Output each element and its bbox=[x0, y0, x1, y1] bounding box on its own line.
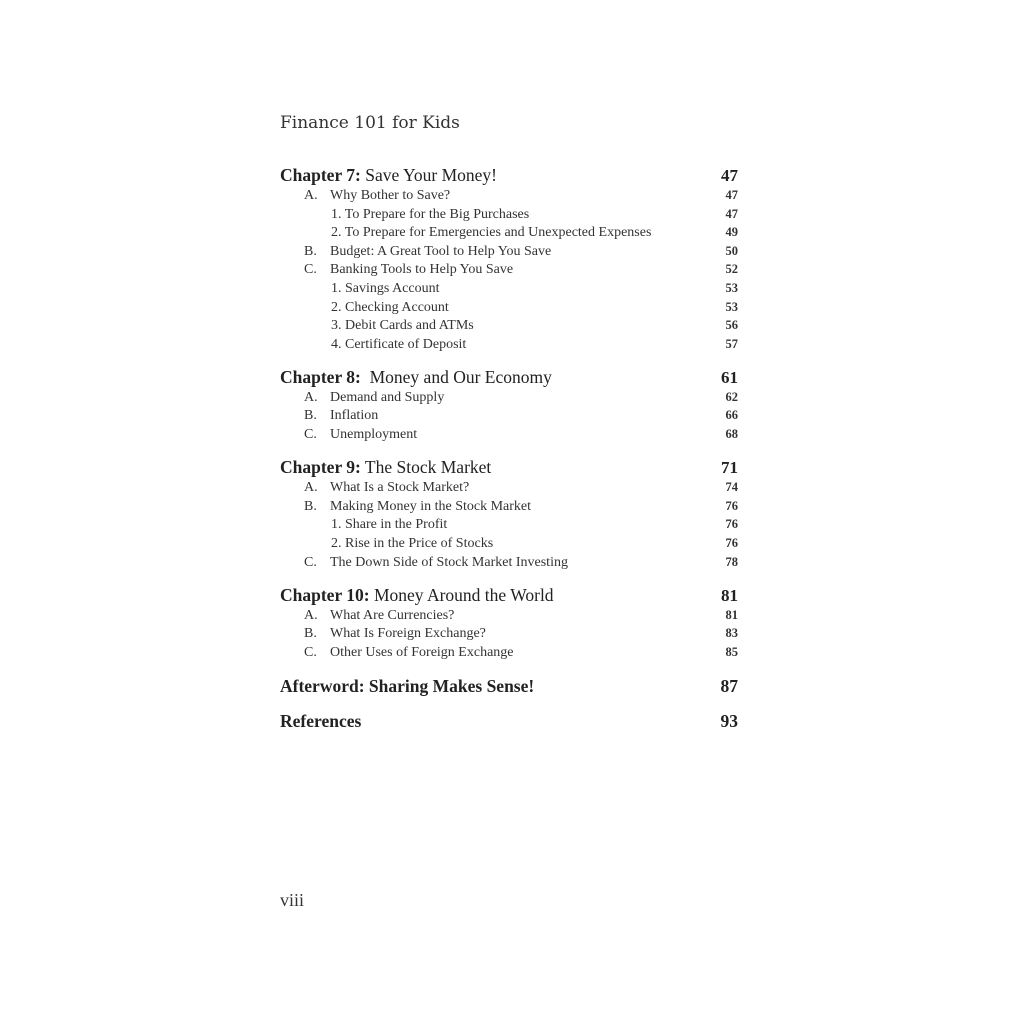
toc-entry bbox=[280, 515, 738, 534]
section-marker: B. bbox=[304, 626, 317, 642]
chapter-9-title: The Stock Market bbox=[360, 457, 492, 478]
section-page: 76 bbox=[725, 498, 738, 513]
toc-chapter-10 bbox=[280, 584, 738, 606]
section-title: Banking Tools to Help You Save bbox=[330, 262, 514, 278]
section-title: Other Uses of Foreign Exchange bbox=[330, 644, 514, 660]
toc-entry bbox=[280, 643, 738, 662]
section-marker: A. bbox=[304, 389, 318, 405]
chapter-9-prefix: Chapter 9: bbox=[280, 457, 361, 478]
chapter-7-page: 47 bbox=[721, 166, 738, 185]
toc-entry bbox=[280, 534, 738, 553]
section-page: 68 bbox=[725, 427, 738, 442]
subsection-page: 47 bbox=[725, 206, 738, 221]
subsection-page: 56 bbox=[725, 318, 738, 333]
page-number: viii bbox=[280, 890, 305, 910]
subsection-page: 76 bbox=[725, 517, 738, 532]
section-title: Why Bother to Save? bbox=[330, 188, 451, 203]
spacer bbox=[280, 444, 738, 457]
references-page: 93 bbox=[720, 710, 738, 731]
section-title: Making Money in the Stock Market bbox=[330, 498, 532, 514]
section-marker: C. bbox=[304, 644, 317, 660]
spacer bbox=[280, 697, 738, 710]
subsection-page: 49 bbox=[725, 225, 738, 240]
subsection-page: 76 bbox=[725, 535, 738, 550]
subsection-title: 1. Savings Account bbox=[331, 280, 440, 296]
toc-chapter-7 bbox=[280, 164, 738, 186]
spacer bbox=[280, 661, 738, 675]
chapter-10-title: Money Around the World bbox=[369, 584, 554, 605]
toc-entry bbox=[280, 553, 738, 572]
section-page: 62 bbox=[725, 389, 738, 404]
section-marker: B. bbox=[304, 498, 317, 514]
section-page: 50 bbox=[725, 243, 738, 258]
section-page: 85 bbox=[725, 644, 738, 659]
chapter-8-title: Money and Our Economy bbox=[360, 366, 552, 387]
chapter-8-prefix: Chapter 8: bbox=[280, 366, 361, 387]
subsection-title: 3. Debit Cards and ATMs bbox=[331, 318, 474, 334]
section-title: What Is Foreign Exchange? bbox=[330, 626, 486, 642]
subsection-title: 1. To Prepare for the Big Purchases bbox=[331, 206, 530, 222]
section-page: 74 bbox=[725, 480, 738, 495]
chapter-10-page: 81 bbox=[721, 585, 738, 605]
afterword-page: 87 bbox=[720, 676, 738, 697]
references-title: References bbox=[280, 710, 362, 731]
chapter-7-title: Save Your Money! bbox=[360, 165, 497, 185]
section-marker: A. bbox=[304, 607, 318, 623]
subsection-title: 1. Share in the Profit bbox=[331, 517, 448, 533]
chapter-10-prefix: Chapter 10: bbox=[280, 584, 370, 605]
toc-entry bbox=[280, 186, 738, 205]
toc-entry bbox=[280, 497, 738, 516]
section-marker: C. bbox=[304, 262, 317, 278]
toc-entry bbox=[280, 624, 738, 643]
toc-entry bbox=[280, 606, 738, 625]
toc-chapter-9 bbox=[280, 456, 738, 478]
toc-entry bbox=[280, 406, 738, 425]
afterword-title: Afterword: Sharing Makes Sense! bbox=[280, 676, 535, 697]
subsection-title: 2. Rise in the Price of Stocks bbox=[331, 535, 494, 551]
toc-entry bbox=[280, 279, 738, 298]
chapter-8-page: 61 bbox=[721, 367, 738, 387]
subsection-page: 57 bbox=[725, 336, 738, 351]
section-title: What Are Currencies? bbox=[330, 607, 455, 623]
toc-references bbox=[280, 710, 738, 732]
toc-entry bbox=[280, 242, 738, 261]
toc-entry bbox=[280, 298, 738, 317]
toc-entry bbox=[280, 205, 738, 224]
subsection-title: 4. Certificate of Deposit bbox=[331, 336, 467, 352]
section-page: 81 bbox=[725, 607, 738, 622]
section-title: The Down Side of Stock Market Investing bbox=[330, 554, 568, 570]
subsection-page: 53 bbox=[725, 280, 738, 295]
section-title: Budget: A Great Tool to Help You Save bbox=[330, 243, 552, 259]
section-title: Demand and Supply bbox=[330, 389, 445, 405]
section-marker: C. bbox=[304, 554, 317, 570]
spacer bbox=[280, 571, 738, 584]
toc-chapter-8 bbox=[280, 366, 738, 388]
toc-entry bbox=[280, 425, 738, 444]
table-of-contents bbox=[280, 164, 738, 732]
running-head: Finance 101 for Kids bbox=[280, 113, 460, 133]
section-marker: A. bbox=[304, 480, 318, 496]
section-page: 47 bbox=[725, 188, 738, 202]
section-marker: A. bbox=[304, 188, 318, 203]
subsection-page: 53 bbox=[725, 299, 738, 314]
toc-afterword bbox=[280, 675, 738, 697]
chapter-7-prefix: Chapter 7: bbox=[280, 165, 361, 185]
toc-entry bbox=[280, 478, 738, 497]
section-marker: B. bbox=[304, 408, 317, 424]
section-page: 52 bbox=[725, 262, 738, 277]
section-page: 78 bbox=[725, 554, 738, 569]
section-title: Inflation bbox=[330, 408, 379, 424]
section-title: Unemployment bbox=[330, 427, 418, 443]
toc-entry bbox=[280, 335, 738, 354]
toc-entry bbox=[280, 316, 738, 335]
subsection-title: 2. Checking Account bbox=[331, 299, 449, 315]
section-marker: B. bbox=[304, 243, 317, 259]
section-page: 83 bbox=[725, 626, 738, 641]
section-page: 66 bbox=[725, 408, 738, 423]
spacer bbox=[280, 353, 738, 366]
toc-entry bbox=[280, 388, 738, 407]
toc-entry bbox=[280, 223, 738, 242]
subsection-title: 2. To Prepare for Emergencies and Unexpected Expenses bbox=[331, 225, 652, 241]
toc-entry bbox=[280, 260, 738, 279]
section-marker: C. bbox=[304, 427, 317, 443]
section-title: What Is a Stock Market? bbox=[330, 480, 470, 496]
chapter-9-page: 71 bbox=[721, 458, 738, 478]
